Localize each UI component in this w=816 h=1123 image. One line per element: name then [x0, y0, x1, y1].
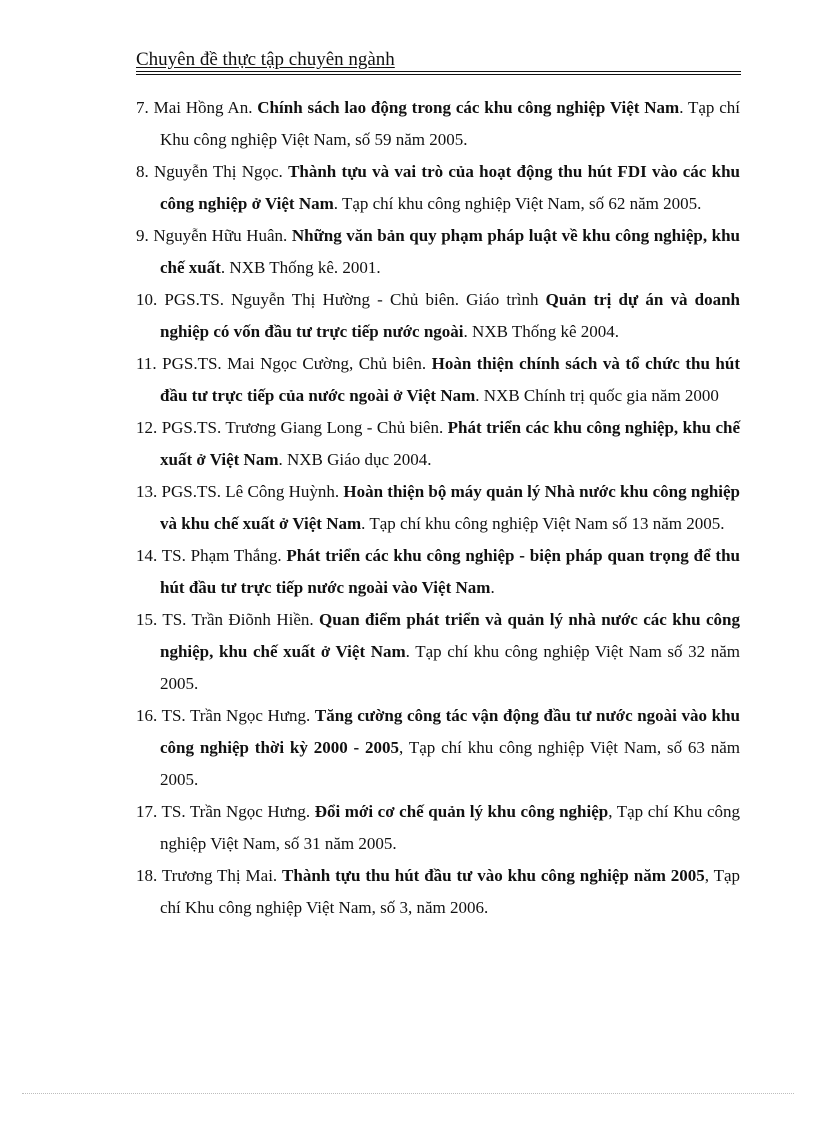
reference-author: Mai Hồng An.	[153, 98, 258, 117]
reference-item	[136, 412, 740, 476]
reference-source: . NXB Giáo dục 2004.	[278, 450, 432, 469]
reference-source: . NXB Chính trị quốc gia năm 2000	[475, 386, 719, 405]
reference-title: Phát triển các khu công nghiệp - biện pháp quan trọng để thu hút đầu tư trực tiếp nước ngoài vào Việt Nam	[160, 546, 740, 597]
reference-item	[136, 700, 740, 796]
reference-number: 13.	[136, 482, 158, 501]
reference-number: 14.	[136, 546, 158, 565]
reference-list	[136, 92, 740, 924]
reference-author: Trương Thị Mai.	[161, 866, 283, 885]
reference-source: . NXB Thống kê 2004.	[463, 322, 620, 341]
header-rule	[136, 71, 741, 72]
reference-item	[136, 284, 740, 348]
reference-item	[136, 220, 740, 284]
reference-item	[136, 156, 740, 220]
header-title: Chuyên đề thực tập chuyên ngành	[136, 49, 395, 70]
reference-item	[136, 348, 740, 412]
reference-item	[136, 476, 740, 540]
reference-source: .	[490, 578, 495, 597]
reference-number: 7.	[136, 98, 149, 117]
reference-author: PGS.TS. Nguyễn Thị Hường - Chủ biên. Giáo trình	[164, 290, 546, 309]
reference-title: Thành tựu thu hút đầu tư vào khu công nghiệp năm 2005	[282, 866, 705, 885]
reference-source: . Tạp chí khu công nghiệp Việt Nam số 13 năm 2005.	[361, 514, 725, 533]
reference-author: TS. Phạm Thắng.	[161, 546, 287, 565]
reference-title: Tăng cường công tác vận động đầu tư nước ngoài vào khu công nghiệp thời kỳ 2000 - 2005	[160, 706, 740, 757]
reference-number: 17.	[136, 802, 158, 821]
reference-source: . Tạp chí Khu công nghiệp Việt Nam, số 59 năm 2005.	[160, 98, 740, 149]
reference-item	[136, 796, 740, 860]
reference-source: . NXB Thống kê. 2001.	[220, 258, 381, 277]
reference-source: , Tạp chí khu công nghiệp Việt Nam, số 63 năm 2005.	[160, 738, 741, 789]
reference-title: Thành tựu và vai trò của hoạt động thu hút FDI vào các khu công nghiệp ở Việt Nam	[160, 162, 740, 213]
reference-author: Nguyễn Hữu Huân.	[153, 226, 292, 245]
reference-number: 9.	[136, 226, 149, 245]
reference-number: 11.	[136, 354, 157, 373]
reference-author: PGS.TS. Trương Giang Long - Chủ biên.	[161, 418, 448, 437]
reference-number: 15.	[136, 610, 158, 629]
header-rule	[136, 74, 741, 75]
reference-author: TS. Trần Ngọc Hưng.	[161, 802, 315, 821]
reference-title: Chính sách lao động trong các khu công nghiệp Việt Nam	[257, 98, 680, 117]
reference-author: Nguyễn Thị Ngọc.	[154, 162, 289, 181]
page-bottom-border	[22, 1093, 794, 1094]
reference-number: 16.	[136, 706, 158, 725]
reference-author: TS. Trần Điõnh Hiền.	[162, 610, 320, 629]
reference-item	[136, 860, 740, 924]
reference-number: 8.	[136, 162, 149, 181]
reference-number: 10.	[136, 290, 158, 309]
reference-item	[136, 540, 740, 604]
reference-source: , Tạp chí Khu công nghiệp Việt Nam, số 3, năm 2006.	[160, 866, 740, 917]
reference-title: Hoàn thiện bộ máy quản lý Nhà nước khu công nghiệp và khu chế xuất ở Việt Nam	[160, 482, 741, 533]
reference-author: PGS.TS. Lê Công Huỳnh.	[161, 482, 344, 501]
reference-author: PGS.TS. Mai Ngọc Cường, Chủ biên.	[162, 354, 432, 373]
reference-title: Quan điểm phát triển và quản lý nhà nước các khu công nghiệp, khu chế xuất ở Việt Nam	[160, 610, 740, 661]
reference-title: Hoàn thiện chính sách và tổ chức thu hút đầu tư trực tiếp của nước ngoài ở Việt Nam	[160, 354, 740, 405]
reference-source: . Tạp chí khu công nghiệp Việt Nam số 32 năm 2005.	[160, 642, 741, 693]
page-header	[136, 48, 741, 74]
reference-item	[136, 92, 740, 156]
reference-title: Những văn bản quy phạm pháp luật về khu công nghiệp, khu chế xuất	[160, 226, 741, 277]
reference-item	[136, 604, 740, 700]
reference-title: Phát triển các khu công nghiệp, khu chế xuất ở Việt Nam	[160, 418, 740, 469]
reference-number: 12.	[136, 418, 158, 437]
reference-source: . Tạp chí khu công nghiệp Việt Nam, số 62 năm 2005.	[333, 194, 702, 213]
reference-author: TS. Trần Ngọc Hưng.	[161, 706, 315, 725]
reference-title: Đổi mới cơ chế quản lý khu công nghiệp	[314, 802, 609, 821]
reference-source: , Tạp chí Khu công nghiệp Việt Nam, số 31 năm 2005.	[160, 802, 740, 853]
reference-number: 18.	[136, 866, 158, 885]
reference-title: Quản trị dự án và doanh nghiệp có vốn đầu tư trực tiếp nước ngoài	[160, 290, 740, 341]
